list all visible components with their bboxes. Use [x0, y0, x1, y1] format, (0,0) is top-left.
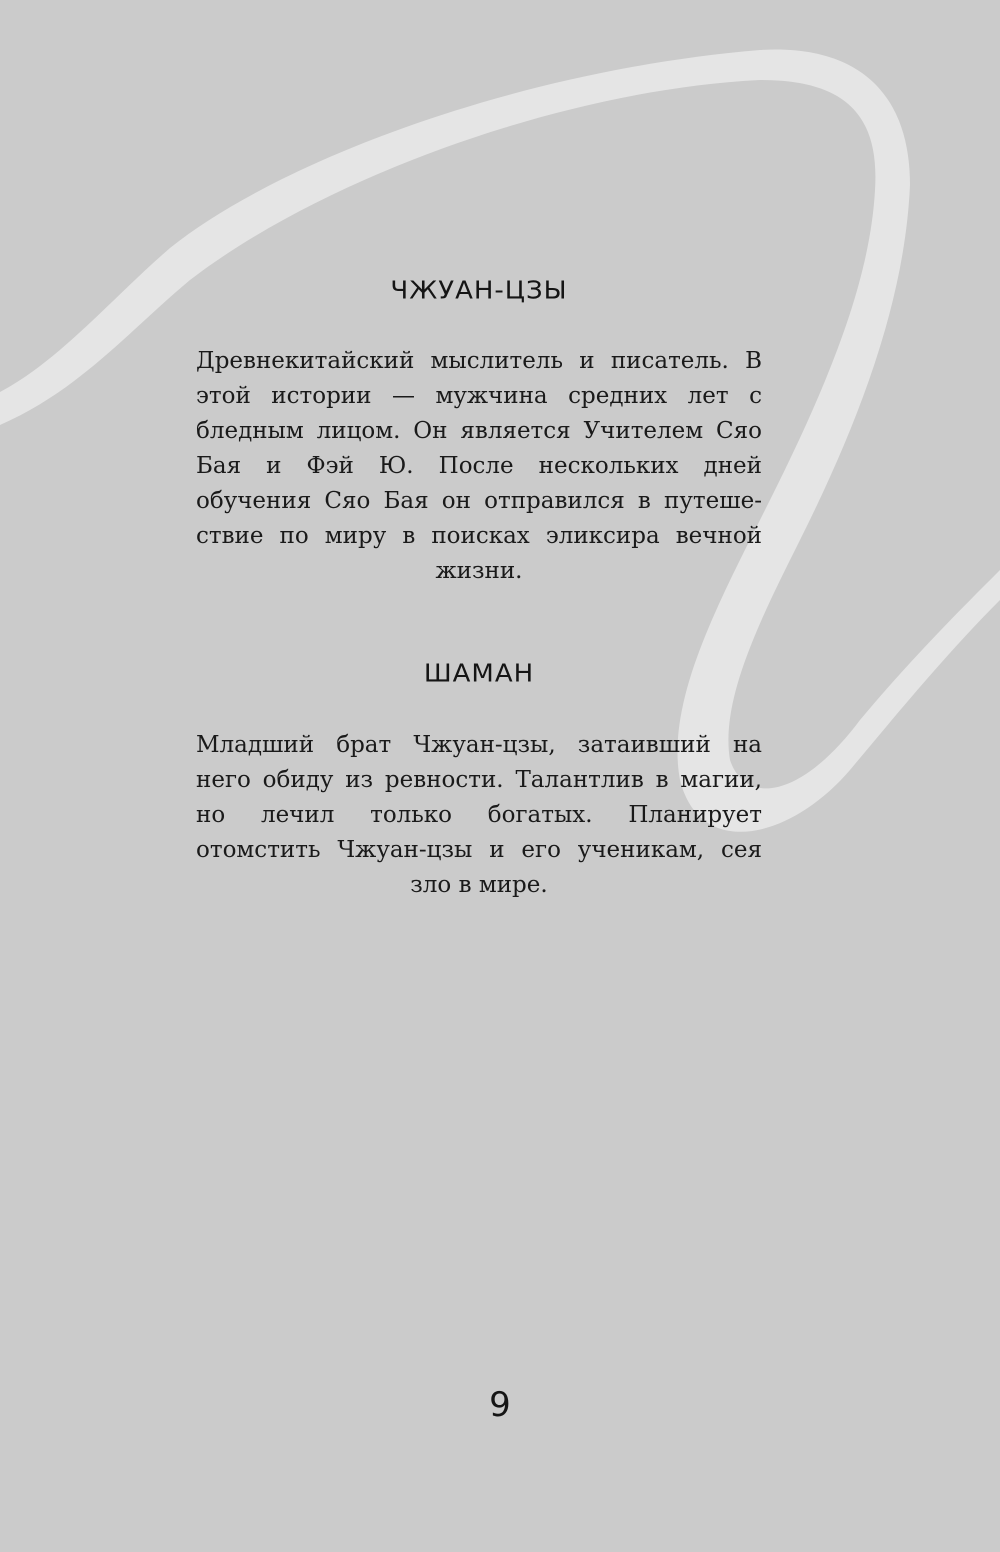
section-heading-zhuangzi: ЧЖУАН-ЦЗЫ	[390, 276, 568, 306]
section-heading-shaman: ШАМАН	[423, 659, 535, 689]
page-number: 9	[489, 1385, 511, 1425]
section-text-zhuangzi: Древнекитайский мыслитель и писатель. В этой истории — мужчина средних лет с бледным лицом. Он является Учителем Сяо Бая и Фэй Ю. После нескольких дней обучения Сяо Бая он отправился в путешествие по миру в поисках эликсира вечной жизни.	[196, 348, 762, 584]
section-text-shaman: Младший брат Чжуан-цзы, затаивший на него обиду из ревности. Талантлив в магии, но лечил только богатых. Планирует отомстить Чжуан-цзы и его ученикам, сея зло в мире.	[196, 732, 762, 898]
